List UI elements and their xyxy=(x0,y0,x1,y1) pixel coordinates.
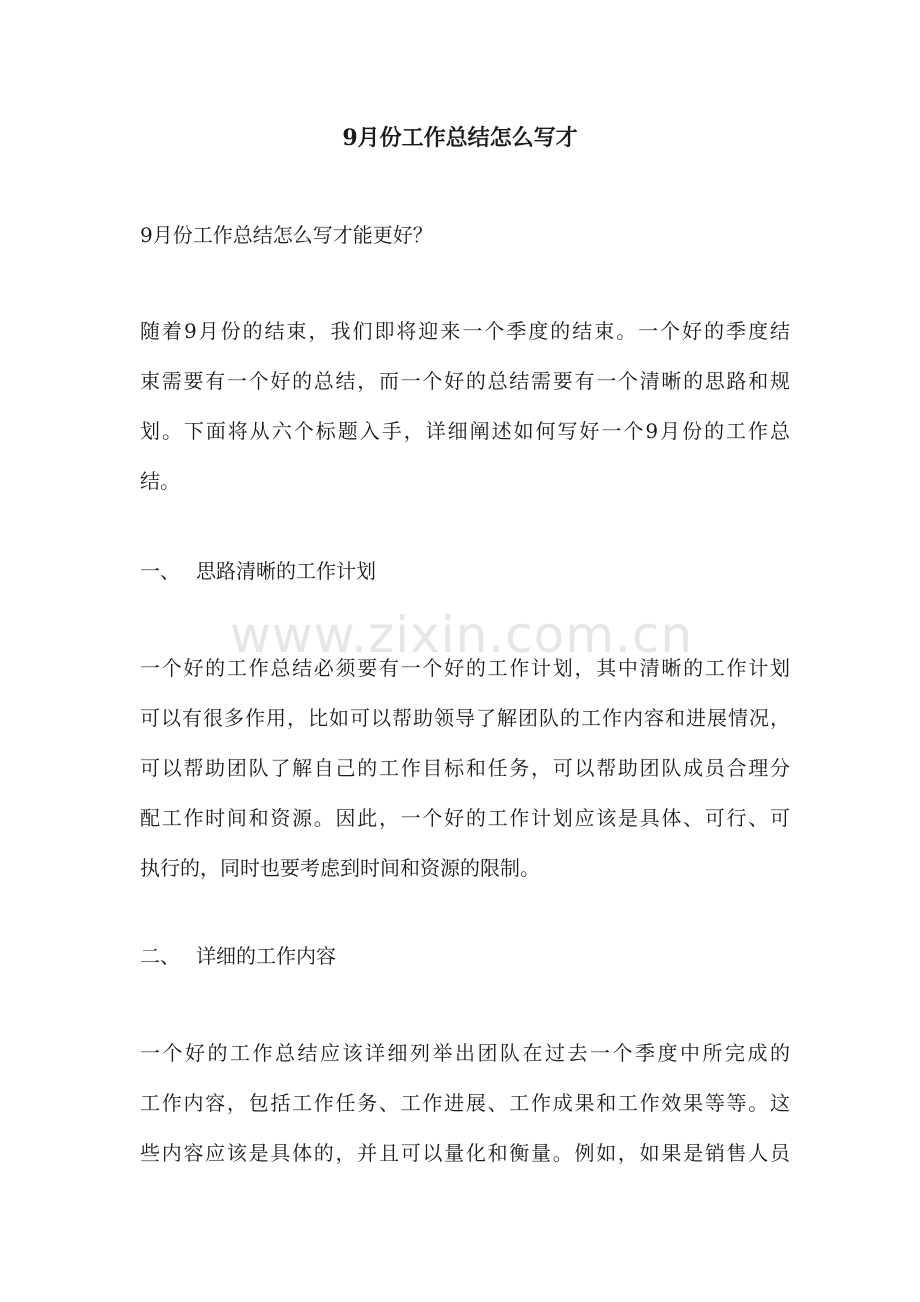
section-paragraph-1 xyxy=(140,643,790,893)
section-paragraph-2 xyxy=(140,1028,790,1178)
section-heading-text: 思路清晰的工作计划 xyxy=(196,559,376,583)
section-heading-2 xyxy=(140,937,790,975)
paragraph-line: 一个好的工作总结应该详细列举出团队在过去一个季度中所完成的 xyxy=(140,1041,790,1065)
document-title: 9月份工作总结怎么写才 xyxy=(342,125,578,151)
paragraph-line: 些内容应该是具体的，并且可以量化和衡量。例如，如果是销售人员 xyxy=(140,1141,790,1165)
section-heading-text: 详细的工作内容 xyxy=(196,944,336,968)
document-subtitle: 9月份工作总结怎么写才能更好？ xyxy=(140,223,433,247)
section-heading-1 xyxy=(140,552,790,590)
paragraph-line: 划。下面将从六个标题入手，详细阐述如何写好一个9月份的工作总 xyxy=(140,419,790,443)
intro-paragraph xyxy=(140,306,790,506)
watermark: www.zixin.com.cn xyxy=(230,606,694,664)
paragraph-line: 可以帮助团队了解自己的工作目标和任务，可以帮助团队成员合理分 xyxy=(140,756,790,780)
paragraph-line: 一个好的工作总结必须要有一个好的工作计划，其中清晰的工作计划 xyxy=(140,656,790,680)
section-number: 二、 xyxy=(140,944,180,968)
paragraph-line: 工作内容，包括工作任务、工作进展、工作成果和工作效果等等。这 xyxy=(140,1091,790,1115)
paragraph-line: 束需要有一个好的总结，而一个好的总结需要有一个清晰的思路和规 xyxy=(140,369,790,393)
paragraph-line: 随着9月份的结束，我们即将迎来一个季度的结束。一个好的季度结 xyxy=(140,319,790,343)
paragraph-line: 执行的，同时也要考虑到时间和资源的限制。 xyxy=(140,856,540,880)
paragraph-line: 可以有很多作用，比如可以帮助领导了解团队的工作内容和进展情况， xyxy=(140,706,790,730)
paragraph-line: 结。 xyxy=(140,469,180,493)
paragraph-line: 配工作时间和资源。因此，一个好的工作计划应该是具体、可行、可 xyxy=(140,806,790,830)
section-number: 一、 xyxy=(140,559,180,583)
